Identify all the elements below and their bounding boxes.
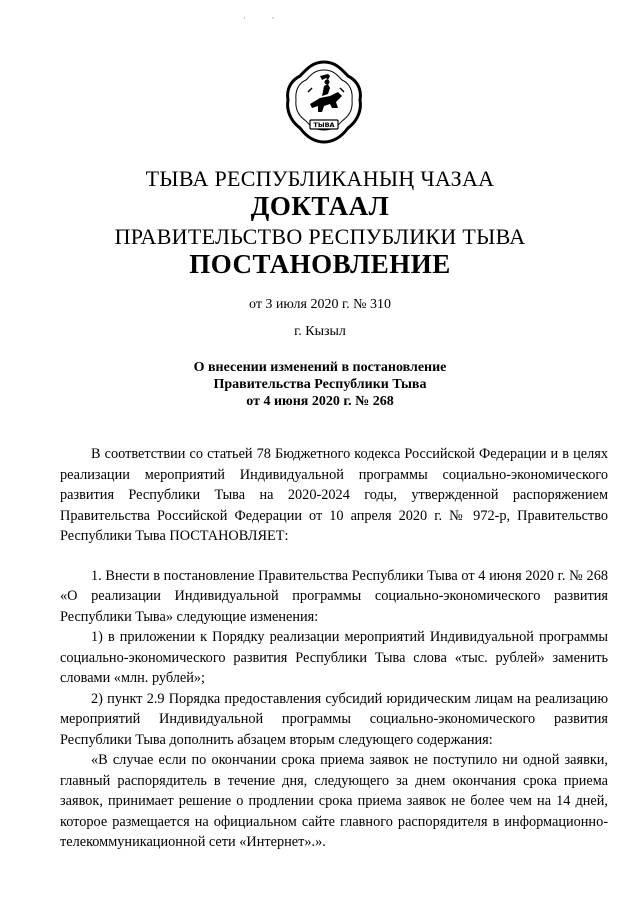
city: г. Кызыл	[294, 324, 346, 339]
item-1-paragraph: 1. Внести в постановление Правительства Республики Тыва от 4 июня 2020 г. № 268 «О реализации Индивидуальной программы социально-экономического развития Республики Тыва» следующие изменения:	[60, 567, 608, 625]
scan-specks: · ·	[243, 14, 287, 23]
subject-line-2: Правительства Республики Тыва	[213, 377, 427, 392]
emblem-text: ТЫВА	[313, 121, 335, 129]
subject-line-3: от 4 июня 2020 г. № 268	[246, 394, 394, 409]
quote-paragraph: «В случае если по окончании срока приема заявок не поступило ни одной заявки, главный распорядитель в течение дня, следующего за днем окончания срока приема заявок, принимает решение о продлении срока приема заявок не более чем на 14 дней, которое размещается на официальном сайте главного распорядителя в информационно-телекоммуникационной сети «Интернет».».	[60, 752, 608, 850]
tuva-coat-of-arms-icon	[284, 58, 364, 146]
gov-name-tuvan: ТЫВА РЕСПУБЛИКАНЫҢ ЧАЗАА	[145, 166, 495, 191]
doc-type-tuvan: ДОКТААЛ	[250, 191, 390, 221]
subject-line-1: О внесении изменений в постановление	[193, 360, 447, 375]
doc-type-russian: ПОСТАНОВЛЕНИЕ	[189, 249, 451, 279]
item-1-1-paragraph: 1) в приложении к Порядку реализации мероприятий Индивидуальной программы социально-экономического развития Республики Тыва слова «тыс. рублей» заменить словами «млн. рублей»;	[60, 629, 608, 686]
date-number: от 3 июля 2020 г. № 310	[249, 297, 391, 312]
preamble-paragraph: В соответствии со статьей 78 Бюджетного кодекса Российской Федерации и в целях реализации мероприятий Индивидуальной программы социально-экономического развития Республики Тыва на 2020-2024 годы, утвержденной распоряжением Правительства Российской Федерации от 10 апреля 2020 г. № 972-р, Правительство Республики Тыва ПОСТАНОВЛЯЕТ:	[60, 446, 608, 544]
item-1-2-paragraph: 2) пункт 2.9 Порядка предоставления субсидий юридическим лицам на реализацию мероприятий Индивидуальной программы социально-экономического развития Республики Тыва дополнить абзацем вторым следующего содержания:	[60, 690, 608, 748]
gov-name-russian: ПРАВИТЕЛЬСТВО РЕСПУБЛИКИ ТЫВА	[114, 224, 526, 249]
document-body	[60, 444, 608, 853]
